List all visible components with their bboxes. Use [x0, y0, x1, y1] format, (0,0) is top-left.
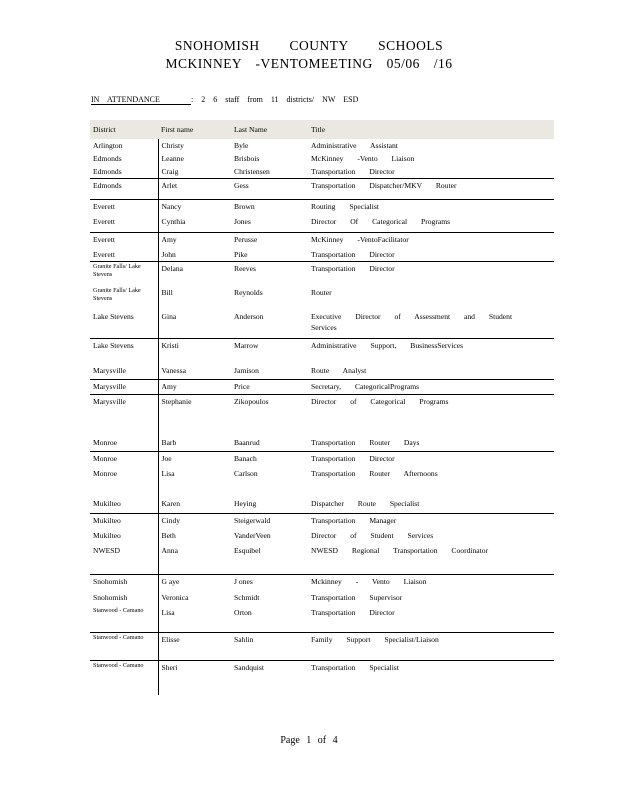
cell-first-name: Delana [158, 262, 231, 286]
cell-first-name: G aye [158, 575, 231, 591]
cell-first-name: Cindy [158, 514, 231, 529]
cell-last-name: Baanrud [234, 437, 260, 447]
cell-first-name: Lisa [161, 607, 175, 617]
cell-district: Mukilteo [90, 514, 158, 529]
table-row [90, 380, 554, 395]
cell-first-name: Craig [161, 167, 179, 176]
cell-title: Transportation Supervisor [311, 592, 403, 602]
cell-title: Transportation Director [311, 249, 395, 259]
cell-district: Granite Falls/ Lake Stevens [90, 262, 158, 286]
cell-first-name: Joe [158, 452, 231, 467]
cell-first-name: Amy [158, 233, 231, 248]
cell-last-name: Pike [234, 249, 248, 259]
cell-title: Route Analyst [311, 365, 367, 375]
cell-last-name: Reeves [231, 262, 308, 286]
cell-last-name: Schmidt [234, 592, 260, 602]
cell-title: Routing Specialist [308, 200, 554, 215]
cell-title: Transportation Director [308, 452, 554, 467]
cell-first-name: Veronica [161, 592, 189, 602]
table-row [90, 310, 554, 339]
table-row [90, 591, 554, 606]
cell-district: Snohomish [90, 575, 158, 591]
cell-district: Lake Stevens [90, 339, 158, 364]
table-row [90, 514, 554, 529]
cell-district: NWESD [90, 544, 158, 575]
cell-district: Everett [90, 248, 158, 262]
cell-title: Transportation Director [311, 167, 395, 176]
table-row [90, 339, 554, 364]
page-number: Page 1 of 4 [280, 735, 338, 746]
cell-first-name: Nancy [158, 200, 231, 215]
table-row [90, 467, 554, 497]
cell-title: Administrative Support, BusinessServices [308, 339, 554, 364]
cell-district: Edmonds [90, 165, 158, 179]
cell-title: Secretary, CategoricalPrograms [308, 380, 554, 395]
table-row [90, 395, 554, 436]
cell-title: Transportation Router Afternoons [311, 468, 438, 478]
table-row [90, 575, 554, 591]
cell-district: Edmonds [90, 179, 158, 200]
cell-last-name: Marrow [231, 339, 308, 364]
cell-first-name: Christy [161, 141, 184, 150]
cell-last-name: Price [231, 380, 308, 395]
cell-district: Snohomish [90, 591, 158, 606]
cell-title: McKinney -VentoFacilitator [308, 233, 554, 248]
cell-first-name: Cynthia [161, 216, 186, 226]
table-row [90, 215, 554, 233]
cell-first-name: Barb [161, 437, 177, 447]
cell-first-name: Vanessa [161, 365, 186, 375]
document-title: SNOHOMISH COUNTY SCHOOLS [174, 38, 444, 53]
cell-title: Director Of Categorical Programs [311, 216, 451, 226]
cell-district: Everett [90, 233, 158, 248]
cell-district: Mukilteo [90, 529, 158, 544]
table-row [90, 179, 554, 200]
table-row [90, 661, 554, 695]
cell-first-name: Anna [161, 545, 178, 555]
cell-first-name: Leanne [161, 154, 184, 163]
table-row [90, 436, 554, 452]
table-row [90, 139, 554, 152]
cell-district: Lake Stevens [90, 310, 158, 339]
cell-last-name: Banach [231, 452, 308, 467]
cell-last-name: Esquibel [234, 545, 261, 555]
table-body [90, 139, 554, 695]
cell-title: Transportation Specialist [308, 661, 554, 695]
cell-district: Edmonds [90, 152, 158, 165]
cell-title: Transportation Dispatcher/MKV Router [308, 179, 554, 200]
cell-last-name: Perusse [231, 233, 308, 248]
cell-last-name: VanderVeen [234, 530, 271, 540]
cell-last-name: Steigerwald [231, 514, 308, 529]
table-row [90, 633, 554, 661]
cell-district: Granite Falls/ Lake Stevens [90, 286, 158, 310]
cell-first-name: Karen [161, 498, 181, 508]
cell-last-name: Zikopoulos [231, 395, 308, 436]
cell-title: Director of Categorical Programs [308, 395, 554, 436]
cell-title: Mckinney - Vento Liaison [308, 575, 554, 591]
attendance-table [90, 120, 554, 695]
cell-first-name: Kristi [158, 339, 231, 364]
cell-first-name: Sheri [158, 661, 231, 695]
cell-first-name: Lisa [161, 468, 175, 478]
cell-title: Dispatcher Route Specialist [311, 498, 420, 508]
table-row [90, 364, 554, 380]
cell-title: McKinney -Vento Liaison [311, 154, 415, 163]
cell-title: Transportation Director [308, 262, 554, 286]
cell-last-name: Reynolds [234, 287, 263, 297]
cell-last-name: Anderson [234, 311, 264, 321]
attendance-label: IN ATTENDANCE [91, 95, 160, 104]
cell-first-name: Elisse [158, 633, 231, 661]
cell-last-name: Byle [234, 141, 249, 150]
cell-first-name: Stephanie [158, 395, 231, 436]
cell-district: Marysville [90, 380, 158, 395]
table-header-row [90, 120, 554, 139]
cell-last-name: Gess [231, 179, 308, 200]
table-row [90, 152, 554, 165]
cell-title: Family Support Specialist/Liaison [308, 633, 554, 661]
column-header-first-name: First name [158, 120, 231, 139]
column-header-title: Title [308, 120, 554, 139]
table-row [90, 262, 554, 286]
cell-district: Stanwood - Camano [90, 661, 158, 695]
cell-last-name: Sahlin [231, 633, 308, 661]
table-row [90, 200, 554, 215]
table-row [90, 165, 554, 179]
meeting-subtitle: MCKINNEY -VENTOMEETING 05/06 /16 [165, 56, 453, 71]
column-header-district: District [90, 120, 158, 139]
cell-district: Mukilteo [90, 497, 158, 514]
cell-title: Director of Student Services [311, 530, 434, 540]
table-row [90, 529, 554, 544]
attendance-text: : 2 6 staff from 11 districts/ NW ESD [191, 95, 359, 104]
cell-title: NWESD Regional Transportation Coordinator [311, 545, 489, 555]
cell-first-name: John [161, 249, 176, 259]
table-row [90, 606, 554, 633]
cell-title: Administrative Assistant [311, 141, 398, 150]
table-row [90, 248, 554, 262]
table-row [90, 544, 554, 575]
cell-first-name: Arlet [158, 179, 231, 200]
cell-district: Everett [90, 215, 158, 233]
cell-district: Stanwood - Camano [90, 633, 158, 661]
cell-last-name: Carlson [234, 468, 258, 478]
cell-district: Monroe [90, 436, 158, 452]
table-row [90, 286, 554, 310]
cell-last-name: Christensen [234, 167, 270, 176]
cell-title: Transportation Director [311, 607, 395, 617]
table-row [90, 233, 554, 248]
cell-first-name: Amy [158, 380, 231, 395]
cell-last-name: Jamison [234, 365, 259, 375]
cell-district: Monroe [90, 452, 158, 467]
cell-district: Stanwood - Camano [90, 606, 158, 633]
cell-title: Transportation Router Days [311, 437, 420, 447]
cell-title: Executive Director of Assessment and Student Services [311, 311, 513, 332]
attendance-line [91, 95, 358, 105]
cell-last-name: Heying [234, 498, 257, 508]
cell-last-name: Jones [234, 216, 251, 226]
cell-last-name: Orton [234, 607, 252, 617]
cell-title: Router [311, 287, 332, 297]
table-row [90, 452, 554, 467]
cell-district: Arlington [90, 139, 158, 152]
cell-first-name: Bill [161, 287, 173, 297]
cell-district: Monroe [90, 467, 158, 497]
cell-last-name: J ones [231, 575, 308, 591]
table-row [90, 497, 554, 514]
cell-first-name: Gina [161, 311, 177, 321]
cell-last-name: Brown [231, 200, 308, 215]
cell-first-name: Beth [161, 530, 176, 540]
cell-district: Everett [90, 200, 158, 215]
column-header-last-name: Last Name [231, 120, 308, 139]
cell-last-name: Brisbois [234, 154, 260, 163]
cell-title: Transportation Manager [308, 514, 554, 529]
cell-last-name: Sandquist [231, 661, 308, 695]
cell-district: Marysville [90, 395, 158, 436]
cell-district: Marysville [90, 364, 158, 380]
